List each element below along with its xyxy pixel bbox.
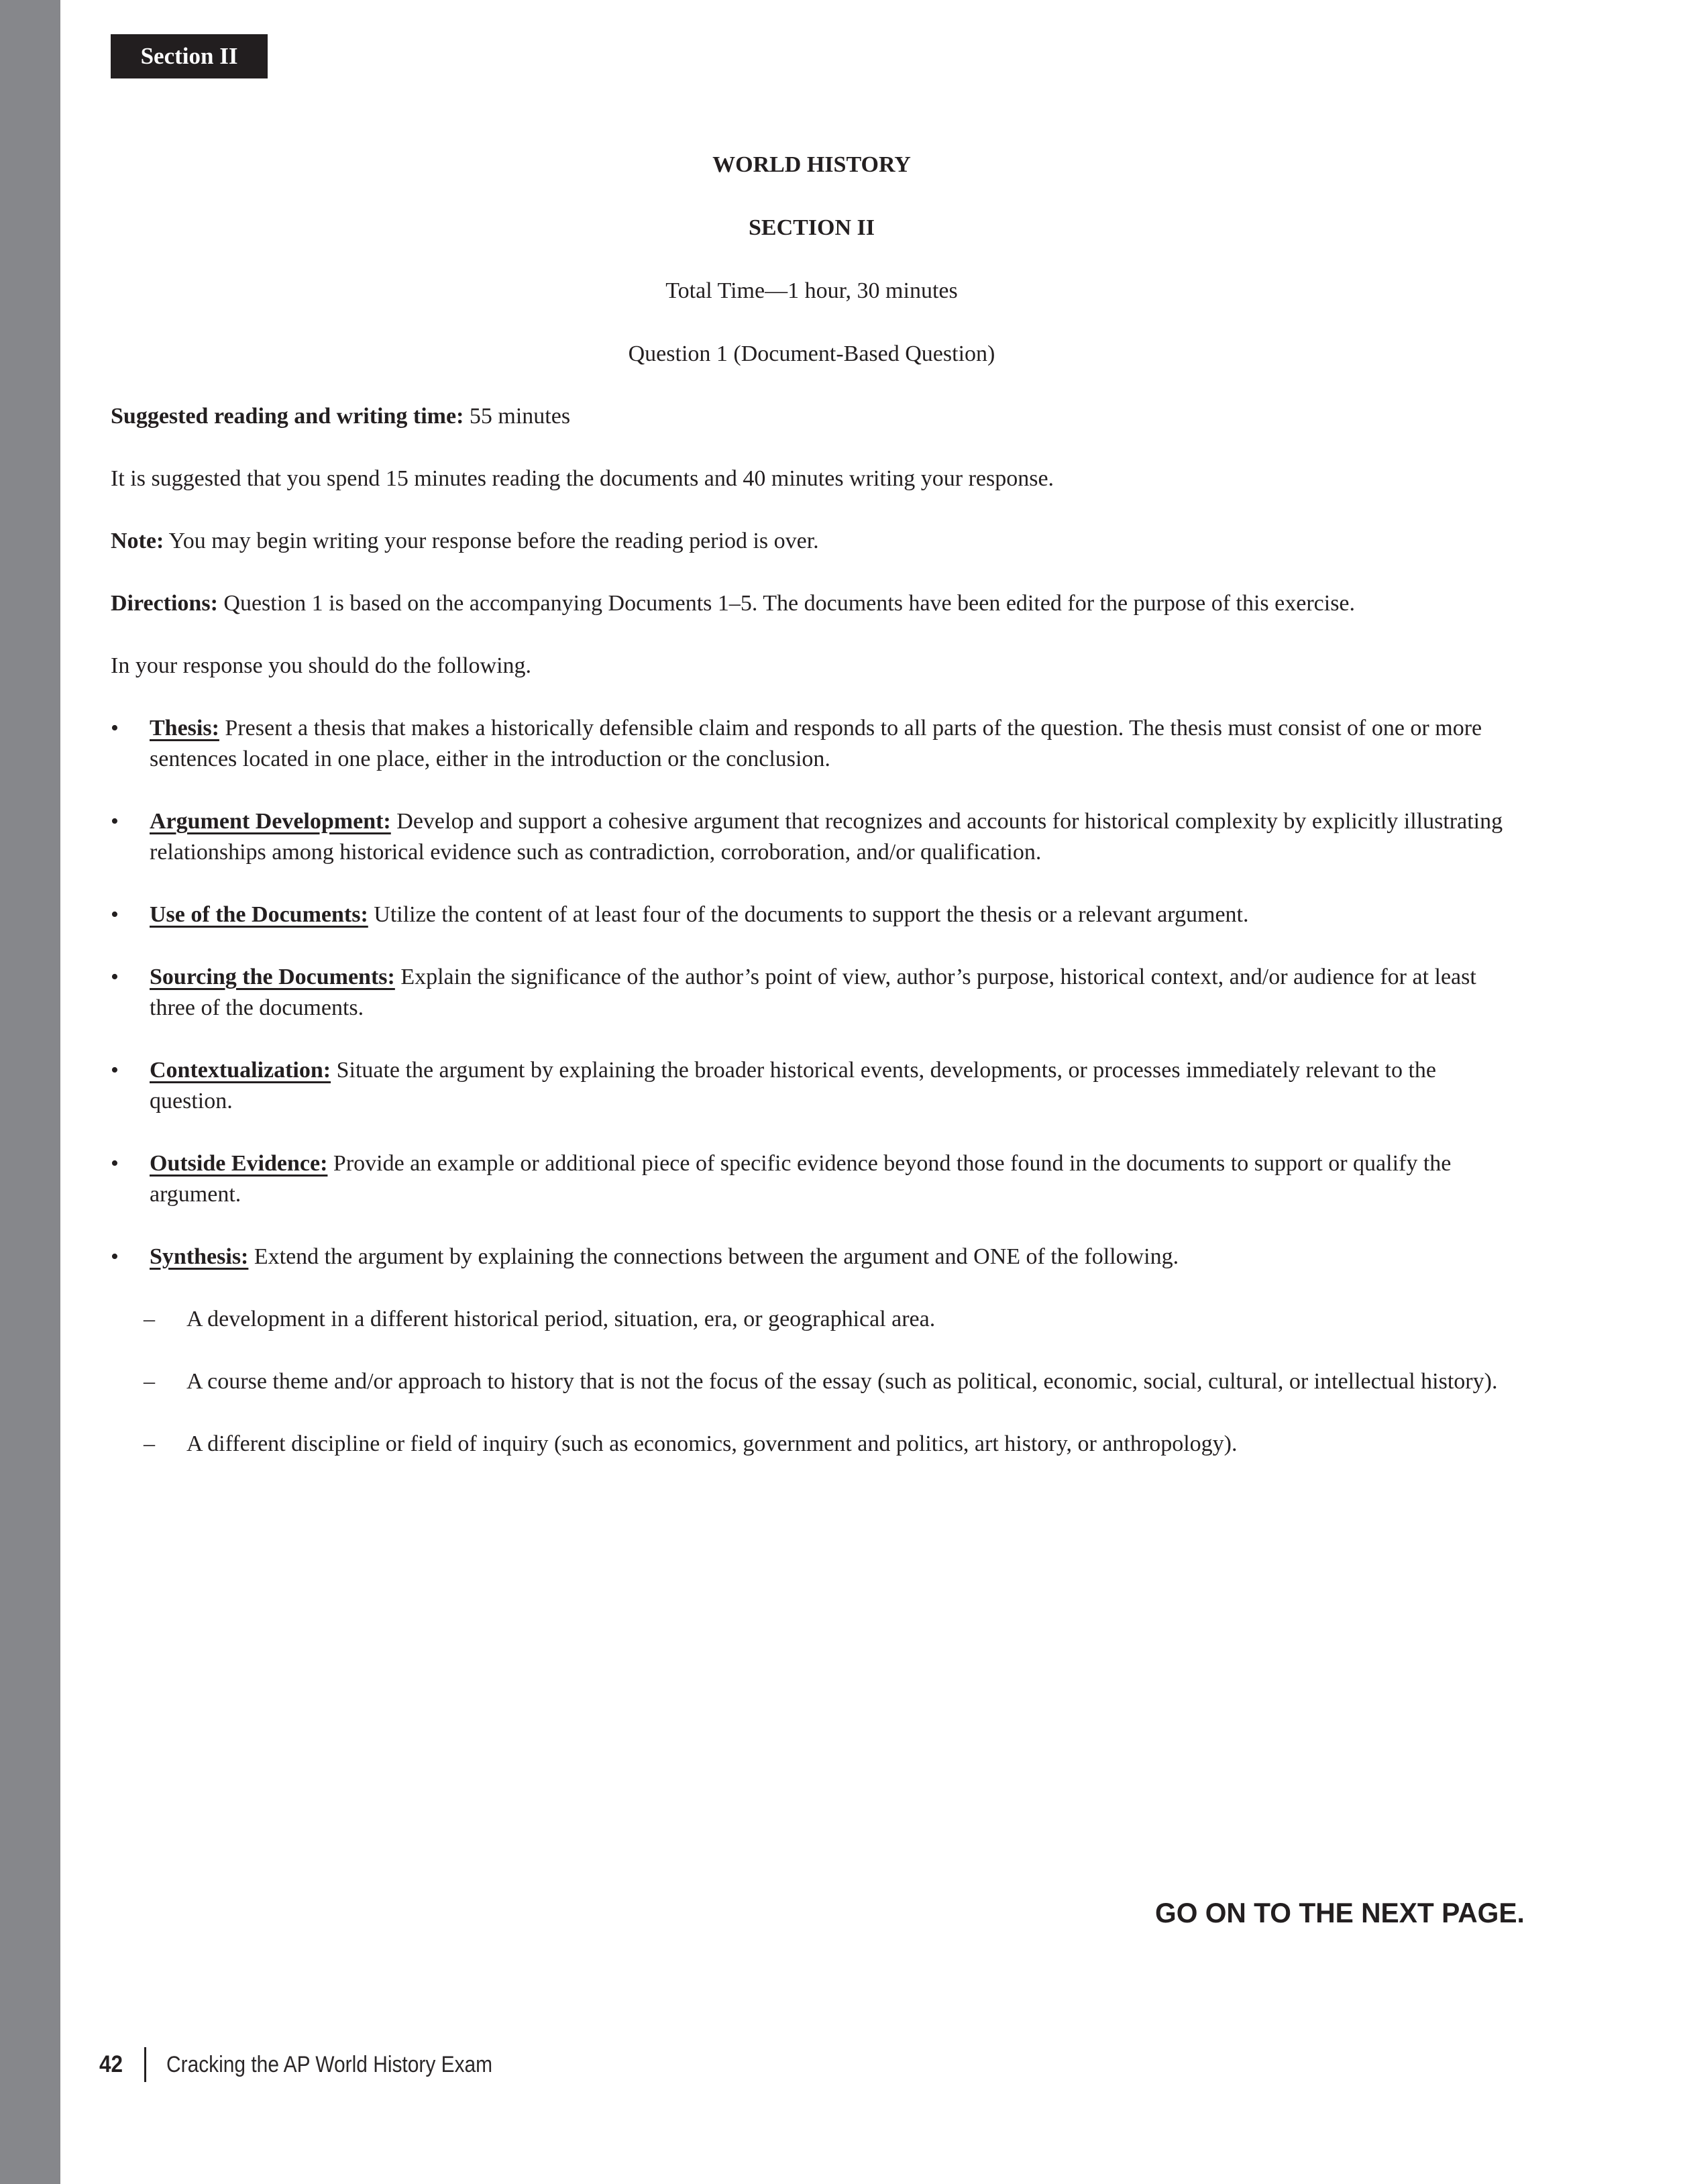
contextualization-text: Situate the argument by explaining the broader historical events, developments, or processes immediately relevant to the question. xyxy=(150,1058,1436,1113)
suggested-time-line xyxy=(111,401,1513,432)
page-number: 42 xyxy=(99,2051,123,2077)
bullet-marker: • xyxy=(111,1151,119,1176)
sourcing-documents-text: Explain the significance of the author’s point of view, author’s purpose, historical context, and/or audience for at least three of the documents. xyxy=(150,965,1476,1020)
footer-divider xyxy=(144,2047,146,2082)
question-title: Question 1 (Document-Based Question) xyxy=(628,341,995,366)
directions-text: Question 1 is based on the accompanying Documents 1–5. The documents have been edited for the purpose of this exercise. xyxy=(223,591,1356,616)
bullet-item-sourcing-documents xyxy=(111,962,1513,1024)
exam-title: WORLD HISTORY xyxy=(712,152,911,177)
requirements-list xyxy=(111,713,1513,1272)
bullet-item-contextualization xyxy=(111,1055,1513,1117)
book-title: Cracking the AP World History Exam xyxy=(166,2051,493,2077)
synthesis-option-text: A different discipline or field of inquiry (such as economics, government and politics, art history, or anthropology). xyxy=(186,1431,1238,1456)
bullet-item-outside-evidence xyxy=(111,1148,1513,1210)
dash-marker: – xyxy=(144,1369,155,1394)
synthesis-label: Synthesis: xyxy=(150,1244,249,1269)
argument-development-label: Argument Development: xyxy=(150,809,391,834)
bullet-item-thesis xyxy=(111,713,1513,775)
synthesis-text: Extend the argument by explaining the connections between the argument and ONE of the following. xyxy=(254,1244,1179,1269)
bullet-marker: • xyxy=(111,965,119,989)
outside-evidence-text: Provide an example or additional piece of specific evidence beyond those found in the documents to support or qualify the argument. xyxy=(150,1151,1452,1207)
total-time-line: Total Time—1 hour, 30 minutes xyxy=(665,278,958,303)
bullet-marker: • xyxy=(111,1244,119,1269)
thesis-text: Present a thesis that makes a historically defensible claim and responds to all parts of the question. The thesis must consist of one or more sentences located in one place, either in the introduction or the conclusion. xyxy=(150,716,1482,771)
page-footer xyxy=(99,2047,537,2082)
bullet-item-use-of-documents xyxy=(111,899,1513,930)
note-label: Note: xyxy=(111,529,164,553)
section-heading: SECTION II xyxy=(748,215,875,240)
bullet-item-argument-development xyxy=(111,806,1513,868)
directions-line xyxy=(111,588,1513,619)
dash-marker: – xyxy=(144,1307,155,1331)
thesis-label: Thesis: xyxy=(150,716,219,741)
bullet-marker: • xyxy=(111,716,119,741)
synthesis-option-course-theme xyxy=(111,1366,1513,1397)
section-tab-label: Section II xyxy=(140,43,238,69)
bullet-marker: • xyxy=(111,1058,119,1083)
use-of-documents-label: Use of the Documents: xyxy=(150,902,368,927)
outside-evidence-label: Outside Evidence: xyxy=(150,1151,328,1176)
lead-in-line: In your response you should do the following. xyxy=(111,653,532,678)
suggested-time-label: Suggested reading and writing time: xyxy=(111,404,464,429)
synthesis-option-text: A course theme and/or approach to history that is not the focus of the essay (such as political, economic, social, cultural, or intellectual history). xyxy=(186,1369,1498,1394)
note-line xyxy=(111,526,1513,557)
contextualization-label: Contextualization: xyxy=(150,1058,331,1083)
page-content xyxy=(111,0,1513,1491)
sourcing-documents-label: Sourcing the Documents: xyxy=(150,965,395,989)
dash-marker: – xyxy=(144,1431,155,1456)
synthesis-option-text: A development in a different historical period, situation, era, or geographical area. xyxy=(186,1307,936,1331)
note-text: You may begin writing your response before the reading period is over. xyxy=(168,529,819,553)
go-on-instruction: GO ON TO THE NEXT PAGE. xyxy=(1155,1897,1525,1928)
argument-development-text: Develop and support a cohesive argument that recognizes and accounts for historical complexity by explicitly illustrating relationships among historical evidence such as contradiction, corroboration, and/or qualification. xyxy=(150,809,1503,865)
synthesis-option-period xyxy=(111,1304,1513,1335)
suggested-time-value: 55 minutes xyxy=(469,404,571,429)
use-of-documents-text: Utilize the content of at least four of the documents to support the thesis or a relevant argument. xyxy=(374,902,1249,927)
bullet-item-synthesis xyxy=(111,1242,1513,1272)
page-edge-bar xyxy=(0,0,60,2184)
bullet-marker: • xyxy=(111,902,119,927)
directions-label: Directions: xyxy=(111,591,218,616)
section-tab xyxy=(111,34,268,78)
synthesis-option-discipline xyxy=(111,1429,1513,1460)
reading-suggestion: It is suggested that you spend 15 minutes reading the documents and 40 minutes writing your response. xyxy=(111,466,1054,491)
bullet-marker: • xyxy=(111,809,119,834)
